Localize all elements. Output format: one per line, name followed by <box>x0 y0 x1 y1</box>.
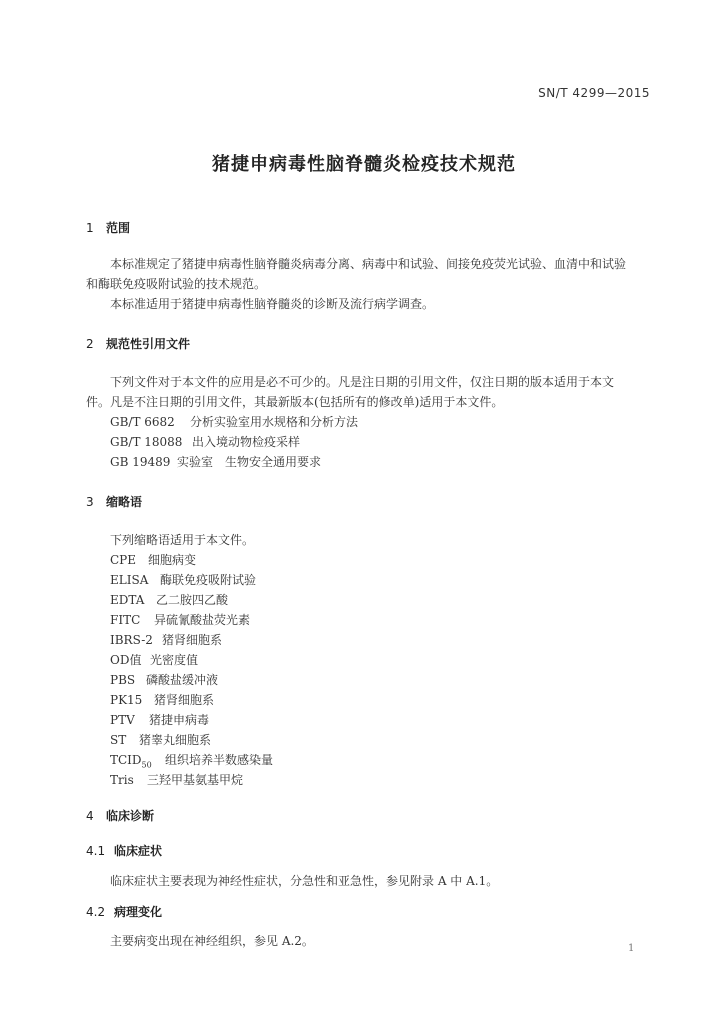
abbreviation: FITC <box>110 613 141 627</box>
abbreviation-definition: 细胞病变 <box>148 553 197 567</box>
abbreviation-definition: 猪肾细胞系 <box>154 693 215 707</box>
abbreviation-definition: 磷酸盐缓冲液 <box>146 673 219 687</box>
abbreviation-item <box>110 611 250 628</box>
abbreviation: PBS <box>110 673 136 687</box>
abbreviation: IBRS-2 <box>110 633 153 647</box>
reference-code: GB 19489 <box>110 455 171 469</box>
section-title: 缩略语 <box>106 495 143 509</box>
reference-item <box>110 413 358 430</box>
subsection-title: 病理变化 <box>114 905 163 919</box>
document-title: 猪捷申病毒性脑脊髓炎检疫技术规范 <box>212 154 516 175</box>
abbreviation: ST <box>110 733 127 747</box>
abbreviation: $TCID_{50}$ <box>110 753 152 770</box>
abbreviation: PK15 <box>110 693 143 707</box>
section-2-heading <box>86 335 190 352</box>
s4-1-text: 临床症状主要表现为神经性症状，分急性和亚急性，参见附录 A 中 A.1。 <box>110 874 499 888</box>
abbreviation-definition: 猪睾丸细胞系 <box>139 733 212 747</box>
reference-code: GB/T 18088 <box>110 435 183 449</box>
section-4-heading <box>86 807 154 824</box>
abbreviation-item <box>110 771 243 788</box>
section-3-heading <box>86 493 142 510</box>
standard-number: SN/T 4299—2015 <box>538 86 650 100</box>
section-title: 规范性引用文件 <box>106 337 191 351</box>
reference-item <box>110 433 300 450</box>
abbreviation-item <box>110 551 196 568</box>
abbreviation-definition: 乙二胺四乙酸 <box>156 593 229 607</box>
section-1-heading <box>86 219 130 236</box>
page-number: 1 <box>628 943 635 954</box>
abbreviation-definition: 酶联免疫吸附试验 <box>160 573 257 587</box>
s3-intro: 下列缩略语适用于本文件。 <box>110 533 255 547</box>
abbreviation-item <box>110 651 198 668</box>
reference-title: 出入境动物检疫采样 <box>192 435 301 449</box>
abbreviation: CPE <box>110 553 137 567</box>
abbreviation: EDTA <box>110 593 145 607</box>
abbreviation-item <box>110 631 222 648</box>
s1-paragraph-2: 本标准适用于猪捷申病毒性脑脊髓炎的诊断及流行病学调查。 <box>110 297 435 311</box>
abbreviation-item <box>110 731 211 748</box>
abbreviation-item <box>110 571 256 588</box>
s4-2-text: 主要病变出现在神经组织，参见 A.2。 <box>110 934 314 948</box>
section-number: 4 <box>86 809 94 823</box>
abbreviation-item <box>110 671 218 688</box>
abbreviation-item <box>110 751 273 769</box>
s1-paragraph-1-line-2: 和酶联免疫吸附试验的技术规范。 <box>86 277 267 291</box>
subsection-title: 临床症状 <box>114 844 163 858</box>
abbreviation-definition: 异硫氰酸盐荧光素 <box>154 613 251 627</box>
section-title: 范围 <box>106 221 131 235</box>
abbreviation-definition: 三羟甲基氨基甲烷 <box>147 773 244 787</box>
abbreviation-definition: 组织培养半数感染量 <box>165 753 274 767</box>
section-number: 1 <box>86 221 94 235</box>
section-title: 临床诊断 <box>106 809 155 823</box>
abbreviation: OD值 <box>110 653 142 667</box>
abbreviation-item <box>110 591 228 608</box>
abbreviation-definition: 猪捷申病毒 <box>149 713 210 727</box>
abbreviation: Tris <box>110 773 134 787</box>
abbreviation-item <box>110 691 214 708</box>
abbreviation: PTV <box>110 713 135 727</box>
subsection-4-2-heading <box>86 903 162 920</box>
reference-title: 分析实验室用水规格和分析方法 <box>190 415 359 429</box>
subsection-4-1-heading <box>86 842 162 859</box>
abbreviation: ELISA <box>110 573 149 587</box>
reference-title: 实验室 生物安全通用要求 <box>177 455 322 469</box>
section-number: 2 <box>86 337 94 351</box>
reference-code: GB/T 6682 <box>110 415 175 429</box>
subsection-number: 4.1 <box>86 844 106 858</box>
abbreviation-item <box>110 711 209 728</box>
abbreviation-definition: 猪肾细胞系 <box>162 633 223 647</box>
subsection-number: 4.2 <box>86 905 106 919</box>
reference-item <box>110 453 321 470</box>
s2-intro-line-1: 下列文件对于本文件的应用是必不可少的。凡是注日期的引用文件，仅注日期的版本适用于本文 <box>110 375 615 389</box>
s1-paragraph-1-line-1: 本标准规定了猪捷申病毒性脑脊髓炎病毒分离、病毒中和试验、间接免疫荧光试验、血清中和试验 <box>110 257 627 271</box>
abbreviation-definition: 光密度值 <box>150 653 199 667</box>
section-number: 3 <box>86 495 94 509</box>
s2-intro-line-2: 件。凡是不注日期的引用文件，其最新版本(包括所有的修改单)适用于本文件。 <box>86 395 504 409</box>
